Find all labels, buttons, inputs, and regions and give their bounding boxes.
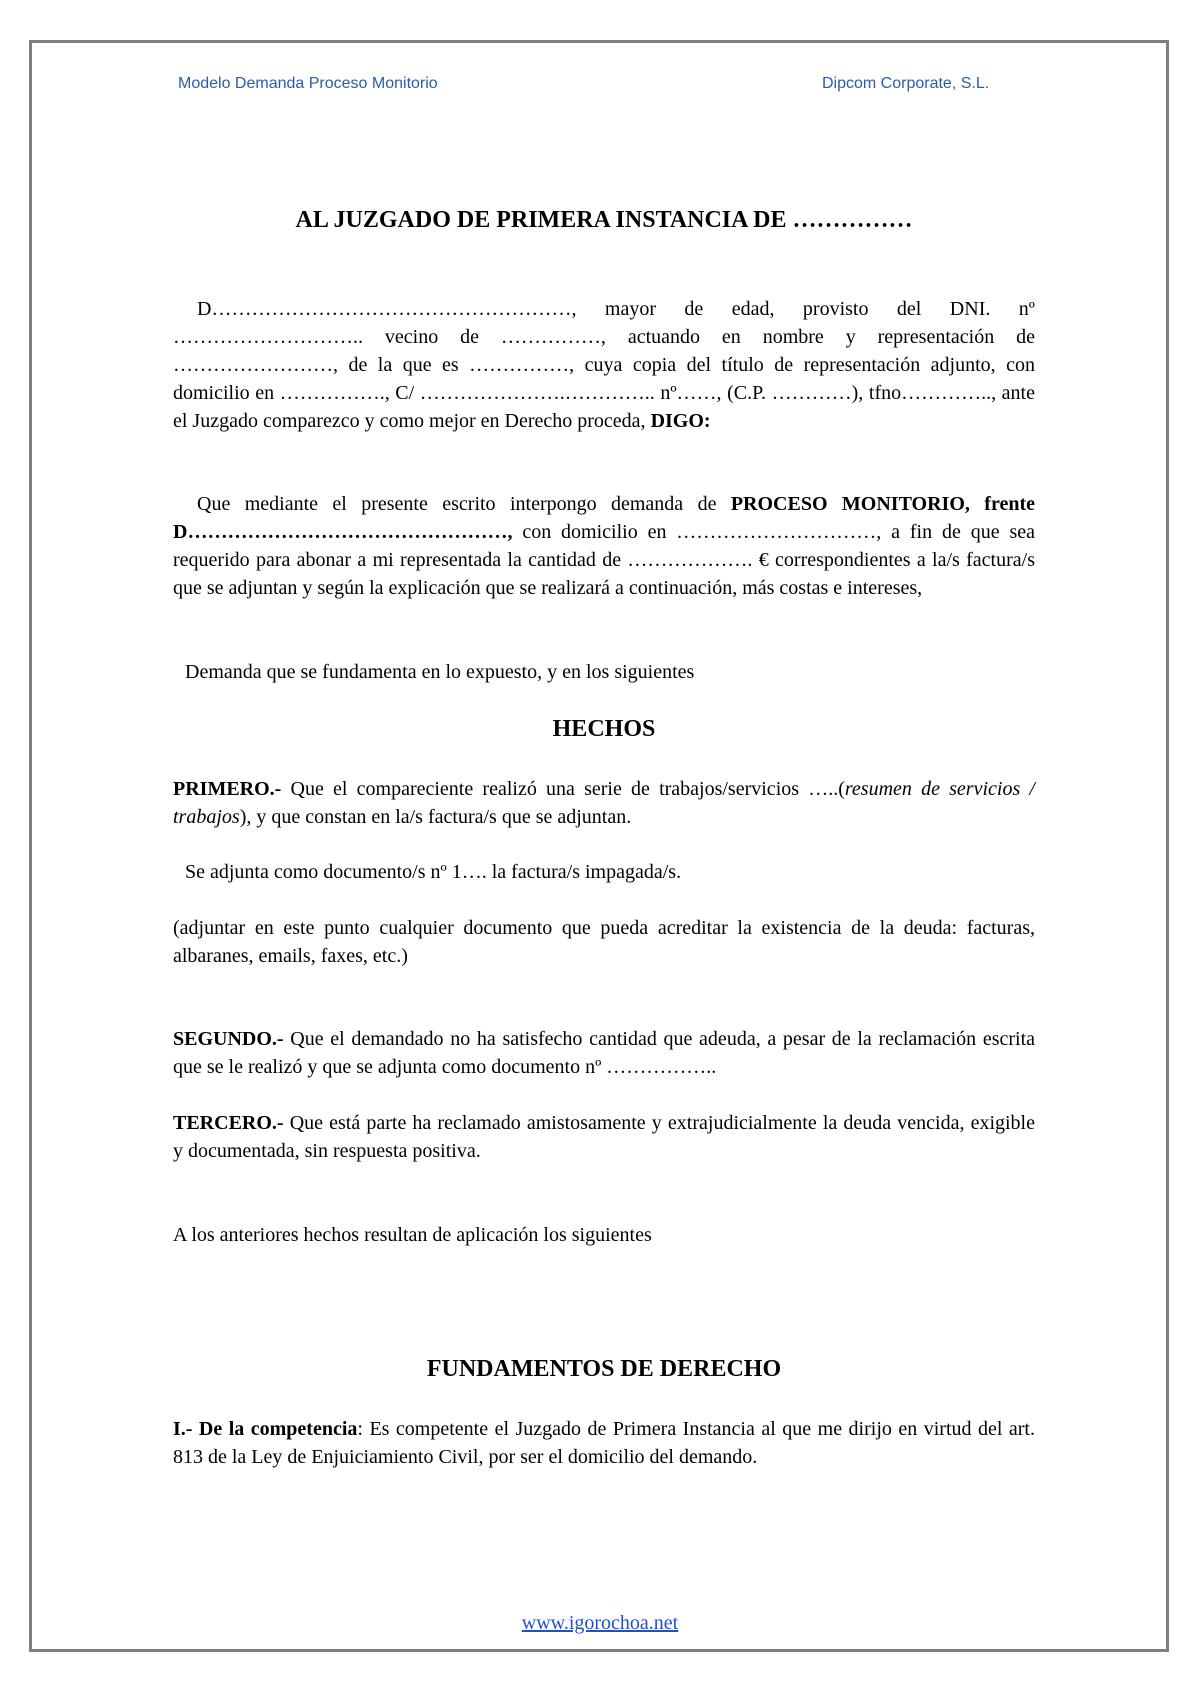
segundo-label: SEGUNDO.- bbox=[173, 1028, 284, 1050]
header-company: Dipcom Corporate, S.L. bbox=[822, 75, 990, 92]
demand-bold: PROCESO MONITORIO, frente D…………………………………………, bbox=[173, 493, 1035, 543]
competencia-label: I.- De la competencia bbox=[173, 1418, 358, 1440]
demand-rest: con domicilio en …………………………, a fin de que sea requerido para abonar a mi representada la cantidad de ………………. € correspondientes a la/s factura/s que se adjuntan y según la explicación que se realizará a continuación, más costas e intereses, bbox=[173, 521, 1035, 599]
segundo-text: Que el demandado no ha satisfecho cantidad que adeuda, a pesar de la reclamación escrita que se le realizó y que se adjunta como documento nº …………….. bbox=[173, 1028, 1036, 1078]
intro-digo: DIGO: bbox=[650, 410, 711, 432]
primero-label: PRIMERO.- bbox=[173, 778, 282, 800]
primero-italic: resumen de servicios / trabajos bbox=[173, 778, 1035, 828]
header-document-title: Modelo Demanda Proceso Monitorio bbox=[178, 75, 438, 92]
footer bbox=[0, 1612, 1200, 1635]
page-frame bbox=[29, 40, 1169, 1652]
adjunta-paragraph: Se adjunta como documento/s nº 1…. la factura/s impagada/s. bbox=[185, 861, 682, 883]
adjuntar-note: (adjuntar en este punto cualquier documento que pueda acreditar la existencia de la deuda: facturas, albaranes, emails, faxes, etc.) bbox=[173, 917, 1035, 967]
primero-rest: ), y que constan en la/s factura/s que se adjuntan. bbox=[239, 806, 632, 828]
court-heading: AL JUZGADO DE PRIMERA INSTANCIA DE …………… bbox=[295, 207, 913, 233]
website-link[interactable]: www.igorochoa.net bbox=[521, 1612, 679, 1634]
tercero-text: Que está parte ha reclamado amistosamente y extrajudicialmente la deuda vencida, exigible y documentada, sin respuesta positiva. bbox=[173, 1112, 1035, 1162]
primero-paragraph bbox=[173, 775, 1035, 831]
competencia-paragraph bbox=[173, 1415, 1035, 1471]
demand-paragraph bbox=[173, 490, 1035, 602]
fundamentos-heading: FUNDAMENTOS DE DERECHO bbox=[426, 1356, 782, 1382]
demand-start: Que mediante el presente escrito interpongo demanda de bbox=[197, 493, 717, 515]
fundament-intro: Demanda que se fundamenta en lo expuesto, y en los siguientes bbox=[185, 661, 695, 683]
intro-text: D………………………………………………, mayor de edad, provisto del DNI. nº ……………………….. vecino de ……………, actuando en nombre y representación de ……………………, de la que es ……………, cuya copia del título de representación adjunto, con domicilio en ……………., C/ ………………….………….. nº……, (C.P. …………), tfno………….., ante el Juzgado comparezco y como mejor en Derecho proceda, bbox=[173, 298, 1035, 432]
competencia-text: : Es competente el Juzgado de Primera Instancia al que me dirijo en virtud del art. 813 de la Ley de Enjuiciamiento Civil, por ser el domicilio del demando. bbox=[173, 1418, 1035, 1468]
primero-text: Que el compareciente realizó una serie de trabajos/servicios …..( bbox=[290, 778, 845, 800]
tercero-label: TERCERO.- bbox=[173, 1112, 284, 1134]
hechos-heading: HECHOS bbox=[552, 716, 656, 742]
segundo-paragraph bbox=[173, 1025, 1035, 1081]
tercero-paragraph bbox=[173, 1109, 1035, 1165]
intro-paragraph bbox=[173, 295, 1035, 435]
anteriores-paragraph: A los anteriores hechos resultan de aplicación los siguientes bbox=[173, 1224, 652, 1246]
